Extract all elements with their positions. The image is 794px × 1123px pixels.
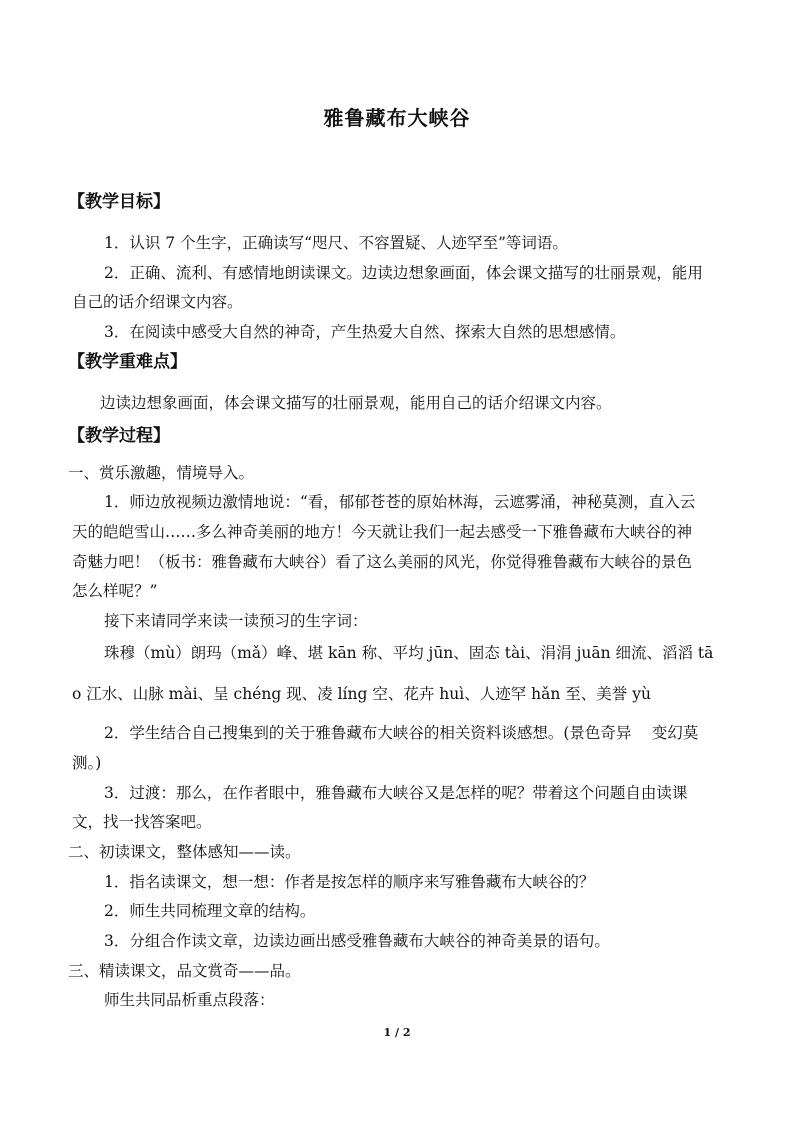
section-1-para-1-line-3: 奇魅力吧！（板书：雅鲁藏布大峡谷）看了这么美丽的风光，你觉得雅鲁藏布大峡谷的景色 bbox=[72, 553, 693, 571]
section-1-para-2-line-1: 2．学生结合自己搜集到的关于雅鲁藏布大峡谷的相关资料谈感想。(景色奇异 变幻莫 bbox=[104, 724, 699, 742]
section-1-title: 一、赏乐激趣，情境导入。 bbox=[68, 464, 255, 482]
section-3-title: 三、精读课文，品文赏奇——品。 bbox=[68, 962, 301, 980]
heading-objectives: 【教学目标】 bbox=[68, 192, 170, 212]
section-1-vocab-line-2: o 江水、山脉 mài、呈 chéng 现、凌 líng 空、花卉 huì、人迹罕 hǎn 至、美誉 yù bbox=[72, 685, 651, 703]
page-number: 1 / 2 bbox=[383, 1026, 411, 1039]
section-1-para-1-line-4: 怎么样呢？” bbox=[72, 582, 158, 600]
section-1-para-2-line-2: 测。) bbox=[72, 754, 102, 772]
section-3-para-1: 师生共同品析重点段落： bbox=[104, 991, 275, 1009]
objective-3: 3．在阅读中感受大自然的神奇，产生热爱大自然、探索大自然的思想感情。 bbox=[104, 323, 626, 341]
section-2-item-1: 1．指名读课文，想一想：作者是按怎样的顺序来写雅鲁藏布大峡谷的？ bbox=[104, 873, 595, 891]
section-1-para-3-line-1: 3．过渡：那么，在作者眼中，雅鲁藏布大峡谷又是怎样的呢？带着这个问题自由读课 bbox=[104, 784, 688, 802]
section-2-item-3: 3．分组合作读文章，边读边画出感受雅鲁藏布大峡谷的神奇美景的语句。 bbox=[104, 932, 610, 950]
section-2-item-2: 2．师生共同梳理文章的结构。 bbox=[104, 902, 316, 920]
key-points-text: 边读边想象画面，体会课文描写的壮丽景观，能用自己的话介绍课文内容。 bbox=[100, 394, 612, 412]
section-1-para-1-line-1: 1．师边放视频边激情地说：“看，郁郁苍苍的原始林海，云遮雾涌，神秘莫测，直入云 bbox=[104, 493, 696, 511]
section-1-para-3-line-2: 文，找一找答案吧。 bbox=[72, 813, 212, 831]
objective-2-line-2: 自己的话介绍课文内容。 bbox=[72, 293, 243, 311]
section-2-title: 二、初读课文，整体感知——读。 bbox=[68, 843, 301, 861]
heading-key-points: 【教学重难点】 bbox=[68, 352, 187, 372]
section-1-para-1-line-2: 天的皑皑雪山……多么神奇美丽的地方！今天就让我们一起去感受一下雅鲁藏布大峡谷的神 bbox=[72, 523, 693, 541]
section-1-vocab-line-1: 珠穆（mù）朗玛（mǎ）峰、堪 kān 称、平均 jūn、固态 tài、涓涓 juān 细流、滔滔 tā bbox=[104, 644, 714, 662]
objective-1: 1．认识 7 个生字，正确读写“咫尺、不容置疑、人迹罕至”等词语。 bbox=[104, 234, 568, 252]
document-title: 雅鲁藏布大峡谷 bbox=[323, 106, 471, 130]
section-1-vocab-intro: 接下来请同学来读一读预习的生字词： bbox=[104, 612, 368, 630]
heading-process: 【教学过程】 bbox=[68, 426, 170, 446]
objective-2-line-1: 2．正确、流利、有感情地朗读课文。边读边想象画面，体会课文描写的壮丽景观，能用 bbox=[104, 264, 703, 282]
